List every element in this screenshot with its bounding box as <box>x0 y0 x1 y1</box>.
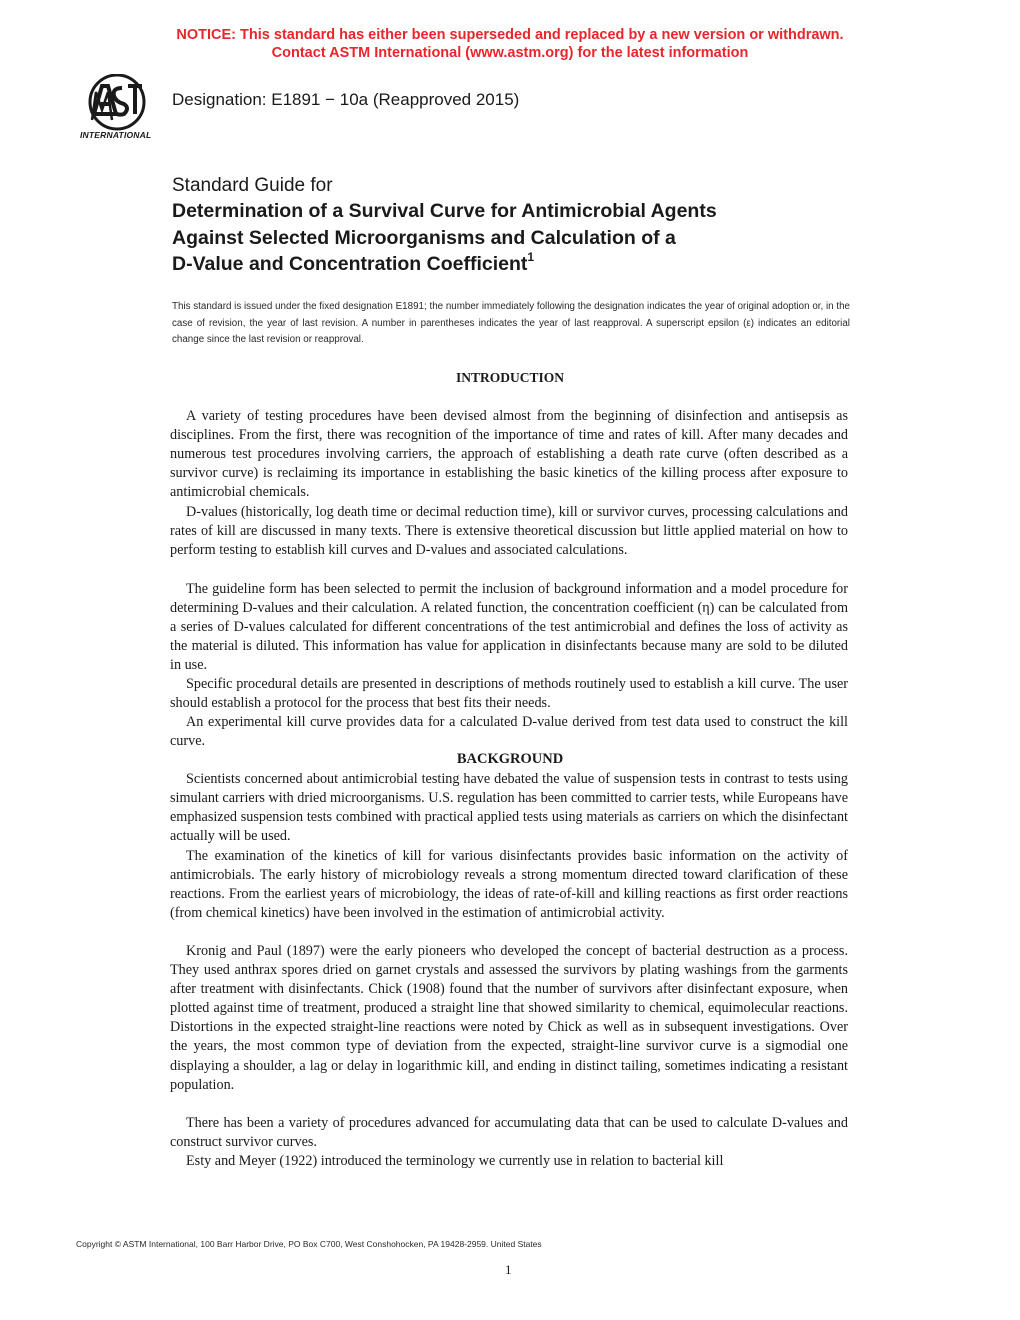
title-line-3-text: D-Value and Concentration Coefficient <box>172 253 528 275</box>
designation: Designation: E1891 − 10a (Reapproved 2015) <box>172 90 520 109</box>
background-paragraph-4: There has been a variety of procedures advanced for accumulating data that can be used to calculate D-values and construct survivor curves. <box>170 1115 848 1151</box>
page-number: 1 <box>505 1262 512 1277</box>
background-paragraph-5: Esty and Meyer (1922) introduced the terminology we currently use in relation to bacterial kill <box>186 1153 724 1169</box>
intro-paragraph-4: Specific procedural details are presented in descriptions of methods routinely used to establish a kill curve. The user should establish a protocol for the process that best fits their needs. <box>170 676 848 712</box>
intro-paragraph-2: D-values (historically, log death time or decimal reduction time), kill or survivor curves, processing calculations and rates of kill are discussed in many texts. There is extensive theoretical discussion but little applied material on how to perform testing to establish kill curves and D-values and associated calculations. <box>170 504 848 559</box>
notice-line-2: Contact ASTM International (www.astm.org) for the latest information <box>271 45 749 61</box>
copyright-footer: Copyright © ASTM International, 100 Barr Harbor Drive, PO Box C700, West Conshohocken, PA 19428-2959. United States <box>76 1239 542 1249</box>
title-footnote-mark: 1 <box>527 250 535 264</box>
background-paragraph-3: Kronig and Paul (1897) were the early pioneers who developed the concept of bacterial destruction as a process. They used anthrax spores dried on garnet crystals and assessed the survivors by plating washings from the garments after treatment with disinfectants. Chick (1908) found that the number of survivors after disinfectant exposure, when plotted against time of treatment, produced a straight line that showed similarity to chemical, equimolecular reactions. Distortions in the expected straight-line reactions were noted by Chick as well as in subsequent investigations. Over the years, the most common type of deviation from the expected, straight-line survivor curve is a sigmodial one displaying a shoulder, a lag or delay in logarithmic kill, and ending in distinct tailing, sometimes indicating a resistant population. <box>170 943 848 1093</box>
withdrawal-notice <box>0 26 1020 62</box>
title-prefix: Standard Guide for <box>172 175 333 196</box>
intro-paragraph-1: A variety of testing procedures have been devised almost from the beginning of disinfection and antisepsis as disciplines. From the first, there was recognition of the importance of time and rates of kill. After many decades and numerous test procedures involving carriers, the approach of establishing a death rate curve (often described as a survivor curve) is reclaiming its importance in establishing the basic kinetics of the killing process after exposure to antimicrobial chemicals. <box>170 408 848 501</box>
title-line-3 <box>172 251 872 278</box>
intro-paragraph-3: The guideline form has been selected to permit the inclusion of background information and a model procedure for determining D-values and their calculation. A related function, the concentration coefficient (η) can be calculated from a series of D-values calculated for different concentrations of the test antimicrobial and defines the loss of activity as the material is diluted. This information has value for application in disinfectants because many are sold to be diluted in use. <box>170 581 848 674</box>
notice-line-1: NOTICE: This standard has either been superseded and replaced by a new version or withdrawn. <box>176 27 844 43</box>
background-heading: BACKGROUND <box>456 751 564 767</box>
issue-note: This standard is issued under the fixed designation E1891; the number immediately following the designation indicates the year of original adoption or, in the case of revision, the year of last revision. A number in parentheses indicates the year of last reapproval. A superscript epsilon (ε) indicates an editorial change since the last revision or reapproval. <box>172 301 850 345</box>
background-paragraph-1: Scientists concerned about antimicrobial testing have debated the value of suspension tests in contrast to tests using simulant carriers with dried microorganisms. U.S. regulation has been committed to carrier tests, while Europeans have emphasized suspension tests combined with practical applied tests using materials as carriers on which the disinfectant actually will be used. <box>170 771 848 845</box>
title-line-1: Determination of a Survival Curve for Antimicrobial Agents <box>172 200 717 222</box>
intro-paragraph-5: An experimental kill curve provides data for a calculated D-value derived from test data used to construct the kill curve. <box>170 714 848 750</box>
logo-label: INTERNATIONAL <box>80 130 152 140</box>
introduction-heading: INTRODUCTION <box>455 370 564 385</box>
background-paragraph-2: The examination of the kinetics of kill for various disinfectants provides basic information on the activity of antimicrobials. The early history of microbiology reveals a strong momentum directed toward clarification of these reactions. From the earliest years of microbiology, the ideas of rate-of-kill and killing reactions as first order reactions (from chemical kinetics) have been involved in the estimation of antimicrobial activity. <box>170 848 848 922</box>
title-line-2: Against Selected Microorganisms and Calculation of a <box>172 226 676 249</box>
document-title <box>172 174 872 278</box>
